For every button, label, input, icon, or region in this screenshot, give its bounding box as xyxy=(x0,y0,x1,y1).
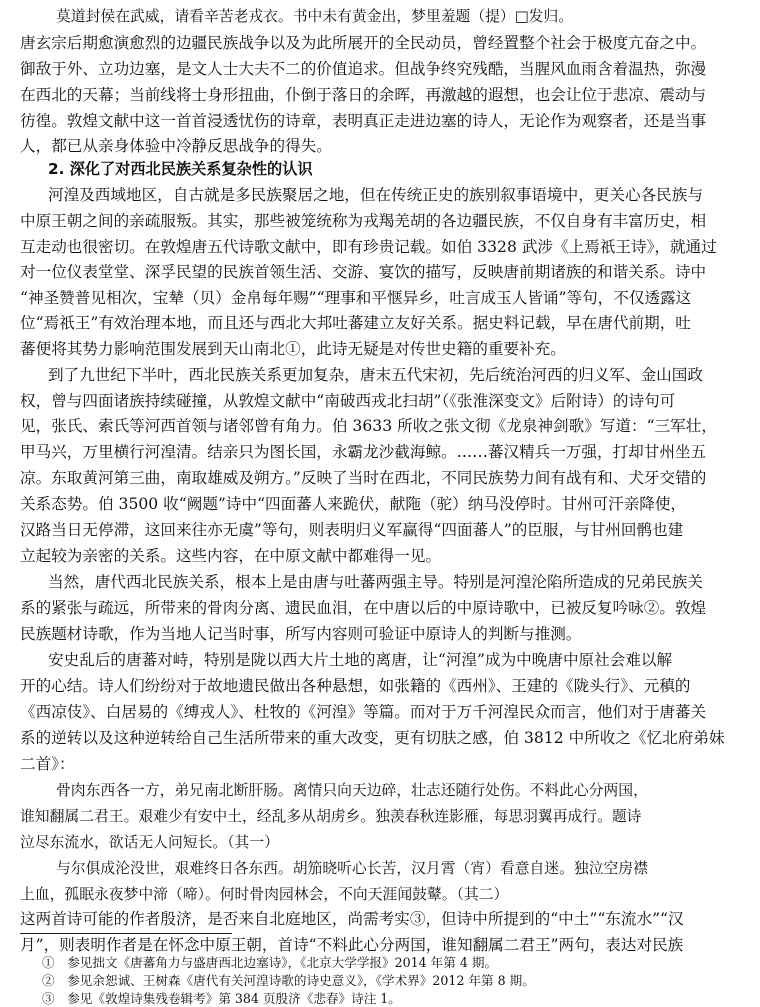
poem-line: 与尔俱成沦没世，艰难终日各东西。胡笳晓听心长苦，汉月霄（宵）看意自迷。独泣空房襟 xyxy=(56,860,648,877)
body-line: “神圣赞普见相次，宝辇（贝）金帛每年赐”“理事和平惬异乡，吐言成玉人皆诵”等句，不仅透露这 xyxy=(20,289,692,307)
body-line: 见，张氏、索氏等河西首领与诸邻曾有角力。伯 3633 所收之张文彻《龙泉神剑歌》写道：“三军壮， xyxy=(20,417,717,435)
poem-line: 谁知翻属二君王。艰难少有安中土，经乱多从胡虏乡。独羡春秋连影雁，每思羽翼再成行。题诗 xyxy=(20,808,642,825)
poem-line: 上血，孤眠永夜梦中渧（啼）。何时骨肉园林会，不向天涯闻鼓鼙。（其二） xyxy=(20,886,509,903)
body-line: 汉路当日无停滞，这回来往亦无虞”等句，则表明归义军赢得“四面蕃人”的臣服，与甘州回鹘也建 xyxy=(20,521,684,539)
body-line: 民族题材诗歌，作为当地人记当时事，所写内容则可验证中原诗人的判断与推测。 xyxy=(20,625,582,643)
body-line: 凉。东取黄河第三曲，南取雄威及朔方。”反映了当时在西北，不同民族势力间有战有和、犬牙交错的 xyxy=(20,469,707,487)
body-line: 当然，唐代西北民族关系，根本上是由唐与吐蕃两强主导。特别是河湟沦陷所造成的兄弟民族关 xyxy=(48,573,703,591)
poem-line: 莫道封侯在武威，请看辛苦老戎衣。书中未有黄金出，梦里羞题（提）□发归。 xyxy=(56,8,574,25)
poem-line: 泣尽东流水，欲话无人问短长。（其一） xyxy=(20,834,279,851)
body-line: 权，曾与四面诸族持续碰撞，从敦煌文献中“南破西戎北扫胡”（《张淮深变文》后附诗）的诗句可 xyxy=(20,392,676,410)
section-heading: 2. 深化了对西北民族关系复杂性的认识 xyxy=(48,160,313,178)
body-line: 对一位仪表堂堂、深孚民望的民族首领生活、交游、宴饮的描写，反映唐前期诸族的和谐关系。诗中 xyxy=(20,263,707,281)
body-line: 立起较为亲密的关系。这些内容，在中原文献中都难得一见。 xyxy=(20,547,442,565)
footnote-item: ② 参见余恕诚、王树森《唐代有关河湟诗歌的诗史意义》，《学术界》2012 年第 8 期。 xyxy=(42,973,535,988)
body-line: 系的紧张与疏远，所带来的骨肉分离、遗民血泪，在中唐以后的中原诗歌中，已被反复吟咏②。敦煌 xyxy=(20,599,707,617)
footnote-item: ① 参见拙文《唐蕃角力与盛唐西北边塞诗》，《北京大学学报》2014 年第 4 期。 xyxy=(42,955,498,970)
body-line: 河湟及西域地区，自古就是多民族聚居之地，但在传统正史的族别叙事语境中，更关心各民族与 xyxy=(48,186,703,204)
body-line: 月”，则表明作者是在怀念中原王朝，首诗“不料此心分两国，谁知翻属二君王”两句，表达对民族 xyxy=(20,936,684,954)
footnote-item: ③ 参见《敦煌诗集残卷辑考》第 384 页殷济《悲春》诗注 1。 xyxy=(42,991,401,1006)
body-line: 唐玄宗后期愈演愈烈的边疆民族战争以及为此所展开的全民动员，曾经置整个社会于极度亢奋之中。 xyxy=(20,34,707,52)
body-line: 二首》： xyxy=(20,755,75,773)
body-line: 中原王朝之间的亲疏服叛。其实，那些被笼统称为戎羯羌胡的各边疆民族，不仅自身有丰富历史，相 xyxy=(20,212,707,230)
body-line: 在西北的天幕；当前线将士身形扭曲，仆倒于落日的余晖，再激越的遐想，也会让位于悲凉、震动与 xyxy=(20,86,707,104)
body-line: 位“焉祇王”有效治理本地，而且还与西北大邦吐蕃建立友好关系。据史料记载，早在唐代前期，吐 xyxy=(20,314,691,332)
body-line: 蕃便将其势力影响范围发展到天山南北①，此诗无疑是对传世史籍的重要补充。 xyxy=(20,340,566,358)
body-line: 关系态势。伯 3500 收“阙题”诗中“四面蕃人来跪伏，献陁（驼）纳马没停时。甘州可汗亲降使， xyxy=(20,495,687,513)
body-line: 到了九世纪下半叶，西北民族关系更加复杂，唐末五代宋初，先后统治河西的归义军、金山国政 xyxy=(48,366,703,384)
body-line: 系的逆转以及这种逆转给自己生活所带来的重大改变，更有切肤之感，伯 3812 中所收之《忆北府弟妹 xyxy=(20,729,725,747)
body-line: 人，都已从亲身体验中冷静反思战争的得失。 xyxy=(20,137,332,155)
body-line: 彷徨。敦煌文献中这一首首浸透忧伤的诗章，表明真正走进边塞的诗人，无论作为观察者，还是当事 xyxy=(20,112,707,130)
footnote-divider xyxy=(20,933,232,934)
body-line: 这两首诗可能的作者殷济，是否来自北庭地区，尚需考实③，但诗中所提到的“中土”“东流水”“汉 xyxy=(20,910,684,928)
poem-line: 骨肉东西各一方，弟兄南北断肝肠。离情只向天边碎，壮志还随行处伤。不料此心分两国， xyxy=(56,782,648,799)
body-line: 互走动也很密切。在敦煌唐五代诗歌文献中，即有珍贵记载。如伯 3328 武涉《上焉祇王诗》，就通过 xyxy=(20,238,717,256)
body-line: 御敌于外、立功边塞，是文人士大夫不二的价值追求。但战争终究残酷，当腥风血雨含着温热，弥漫 xyxy=(20,60,707,78)
body-line: 安史乱后的唐蕃对峙，特别是陇以西大片土地的离唐，让“河湟”成为中晚唐中原社会难以解 xyxy=(48,651,673,669)
body-line: 甲马兴，万里横行河湟清。结亲只为图长国，永霸龙沙截海鲸。……蕃汉精兵一万强，打却甘州坐五 xyxy=(20,443,707,461)
body-line: 开的心结。诗人们纷纷对于故地遗民做出各种悬想，如张籍的《西州》、王建的《陇头行》、元稹的 xyxy=(20,677,691,695)
body-line: 《西凉伎》、白居易的《缚戎人》、杜牧的《河湟》等篇。而对于万千河湟民众而言，他们对于唐蕃关 xyxy=(20,703,707,721)
